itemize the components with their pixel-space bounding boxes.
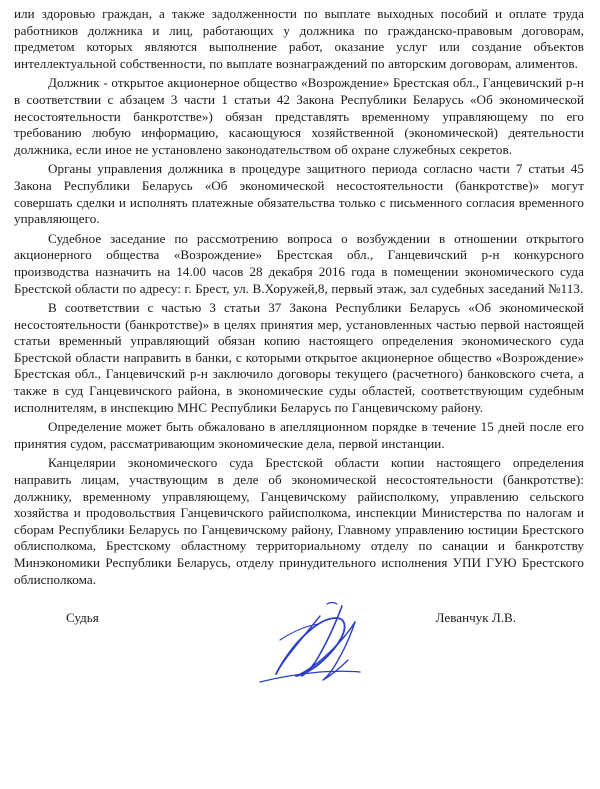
paragraph-banks-notification: В соответствии с частью 3 статьи 37 Закона Республики Беларусь «Об экономической несостоятельности (банкротстве)» в целях принятия мер, установленных частью первой настоящей статьи временный управляющий обязан копию настоящего определения экономического суда Брестской области направить в банки, с которыми открытое акционерное общество «Возрождение» Брестская обл., Ганцевичский р-н заключило договоры текущего (расчетного) банковского счета, а также в суд Ганцевичского района, в экономические суды областей, соответствующим судебным исполнителям, в инспекцию МНС Республики Беларусь по Ганцевичскому району. (14, 300, 584, 415)
paragraph-court-session: Судебное заседание по рассмотрению вопроса о возбуждении в отношении открытого акционерного общества «Возрождение» Брестская обл., Ганцевичский р-н конкурсного производства назначить на 14.00 часов 28 декабря 2016 года в помещении экономического суда Брестской области по адресу: г. Брест, ул. В.Хоружей,8, первый этаж, зал судебных заседаний №113. (14, 230, 584, 296)
paragraph-debtor-info: Должник - открытое акционерное общество «Возрождение» Брестская обл., Ганцевичский р-н в соответствии с абзацем 3 части 1 статьи 42 Закона Республики Беларусь «Об экономической несостоятельности банкротстве») обязан представлять временному управляющему по его требованию любую информацию, касающуюся хозяйственной (экономической) деятельности должника, если иное не установлено законодательством об охране служебных секретов. (14, 75, 584, 157)
signature-block (14, 610, 584, 706)
judge-role-label: Судья (66, 610, 99, 626)
judge-name-label: Леванчук Л.В. (435, 610, 516, 626)
paragraph-management-organs: Органы управления должника в процедуре защитного периода согласно части 7 статьи 45 Закона Республики Беларусь «Об экономической несостоятельности (банкротстве)» могут совершать сделки и исполнять платежные обязательства только с письменного согласия временного управляющего. (14, 161, 584, 227)
handwritten-signature-icon (224, 592, 394, 692)
paragraph-chancellery: Канцелярии экономического суда Брестской области копии настоящего определения направить лицам, участвующим в деле об экономической несостоятельности (банкротстве): должнику, временному управляющему, Ганцевичскому райисполкому, управлению сельского хозяйства и продовольствия Ганцевичского райисполкома, инспекции Министерства по налогам и сборам Республики Беларусь по Ганцевичскому району, Главному управлению юстиции Брестского облисполкома, Брестскому областному территориальному отделу по санации и банкротству Минэкономики Республики Беларусь, отделу принудительного исполнения УПИ ГУЮ Брестского облисполкома. (14, 455, 584, 587)
paragraph-appeal: Определение может быть обжаловано в апелляционном порядке в течение 15 дней после его принятия судом, рассматривающим экономические дела, первой инстанции. (14, 419, 584, 451)
paragraph-continuation: или здоровью граждан, а также задолженности по выплате выходных пособий и оплате труда работников должника и лиц, работающих у должника по гражданско-правовым договорам, предметом которых являются выполнение работ, оказание услуг или создание объектов интеллектуальной собственности, по выплате вознаграждений по авторским договорам, алиментов. (14, 6, 584, 71)
